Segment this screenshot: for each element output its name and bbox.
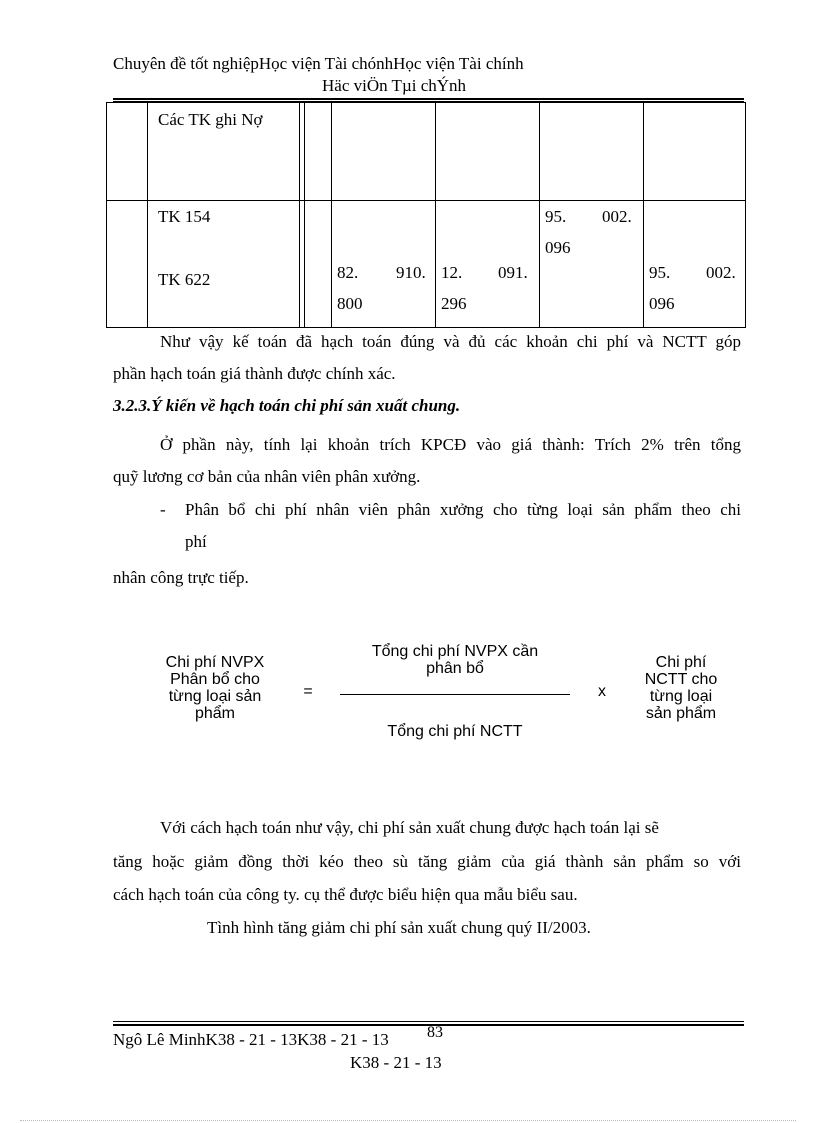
table-cell-debit-header: Các TK ghi Nợ [158,110,263,129]
page-number: 83 [427,1024,443,1041]
paragraph-line: Ở phần này, tính lại khoản trích KPCĐ vào giá thành: Trích 2% trên tổng [160,435,741,454]
formula-rhs-line: Chi phí [655,654,707,671]
table-col-line [435,102,436,328]
table-cell-value: 82. [337,263,359,282]
paragraph-line: nhân công trực tiếp. [113,568,249,587]
table-cell-value: 800 [337,294,363,313]
formula-lhs [150,654,280,722]
formula-rhs-line: từng loại [649,688,713,705]
fraction-bar [340,694,570,695]
paragraph-line: Như vậy kế toán đã hạch toán đúng và đủ các khoản chi phí và NCTT góp [160,332,741,351]
table-cell-value: 95. [649,263,671,282]
paragraph-line: quỹ lương cơ bản của nhân viên phân xưởng. [113,467,421,486]
formula-denominator: Tổng chi phí NCTT [387,723,523,740]
table-caption: Tình hình tăng giảm chi phí sản xuất chung quý II/2003. [207,918,591,937]
formula-times: x [598,683,606,700]
table-col-line [331,102,332,328]
formula-equals: = [303,683,313,700]
table-cell-tk154: TK 154 [158,207,211,226]
table-col-line [147,102,148,328]
table-cell-tk622: TK 622 [158,270,211,289]
table-col-line [106,102,107,328]
table-cell-value: 95. [545,207,567,226]
bottom-dotted-edge [20,1120,796,1121]
account-table [106,102,746,328]
formula-rhs-line: NCTT cho [644,671,718,688]
formula-numerator [340,643,570,677]
table-row-divider [106,200,746,201]
formula-lhs-line: Chi phí NVPX [165,654,265,671]
footer-author: Ngô Lê MinhK38 - 21 - 13K38 - 21 - 13 [113,1030,389,1049]
footer-class-code: K38 - 21 - 13 [350,1053,442,1072]
bullet-text-line: Phân bổ chi phí nhân viên phân xưởng cho từng loại sản phẩm theo chi [185,500,741,519]
formula-lhs-line: phẩm [194,705,236,722]
table-cell-value: 910. [396,263,426,282]
table-cell-value: 12. [441,263,463,282]
table-border-top [106,102,746,103]
header-rule-thick [113,98,744,100]
table-cell-value: 296 [441,294,467,313]
formula-rhs-line: sản phẩm [645,705,717,722]
formula-lhs-line: Phân bổ cho [170,671,260,688]
paragraph-line: phần hạch toán giá thành được chính xác. [113,364,396,383]
formula-lhs-line: từng loại sản [168,688,262,705]
bullet-text-line: phí [185,532,207,551]
table-cell-value: 002. [706,263,736,282]
table-cell-value: 091. [498,263,528,282]
page-header-subtitle: Häc viÖn Tµi chÝnh [322,76,467,95]
table-cell-value: 002. [602,207,632,226]
table-col-line [643,102,644,328]
formula-numerator-line: phân bổ [426,660,484,677]
table-col-line [745,102,746,328]
paragraph-line: Với cách hạch toán như vậy, chi phí sản xuất chung được hạch toán lại sẽ [160,818,659,837]
table-col-line [299,102,300,328]
bullet-dash: - [160,500,166,519]
table-col-line [304,102,305,328]
section-heading: 3.2.3.Ý kiến về hạch toán chi phí sản xuất chung. [113,396,461,415]
footer-rule-thin [113,1021,744,1022]
paragraph-line: cách hạch toán của công ty. cụ thể được biểu hiện qua mẫu biểu sau. [113,885,578,904]
table-cell-value: 096 [649,294,675,313]
table-col-line [539,102,540,328]
page-header-title: Chuyên đề tốt nghiệpHọc viện Tài chónhHọc viện Tài chính [113,54,524,73]
table-cell-value: 096 [545,238,571,257]
formula-numerator-line: Tổng chi phí NVPX cần [371,643,539,660]
paragraph-line: tăng hoặc giảm đồng thời kéo theo sù tăng giảm của giá thành sản phẩm so với [113,852,741,871]
formula-rhs [626,654,736,722]
